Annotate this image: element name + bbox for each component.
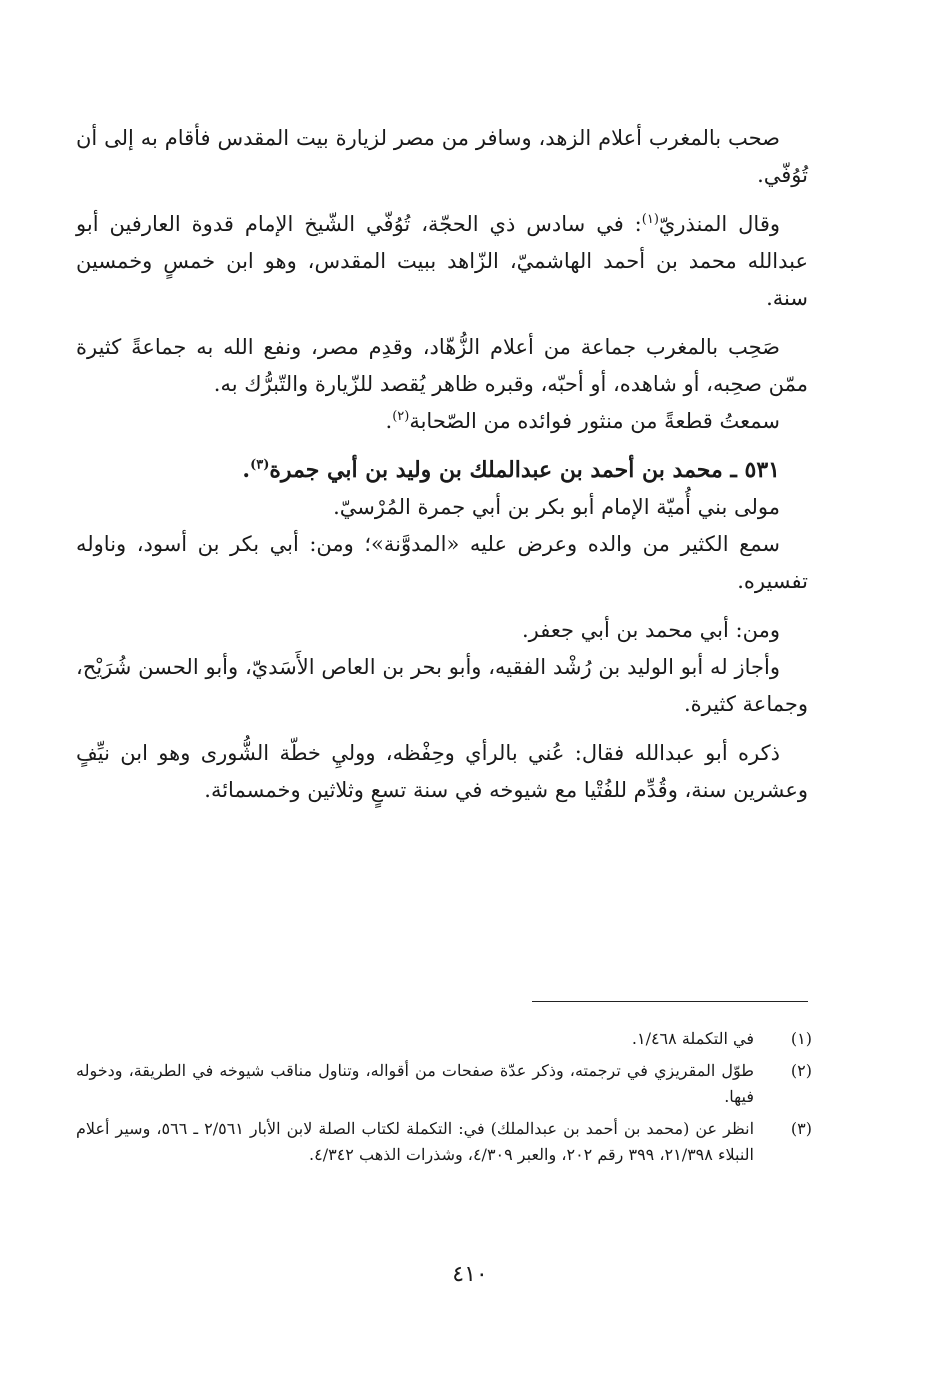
footnote-text: طوّل المقريزي في ترجمته، وذكر عدّة صفحات من أقواله، وتناول مناقب شيوخه في الطريقة، ودخوله فيها. <box>76 1061 754 1106</box>
footnote-number: (١) <box>790 1029 812 1048</box>
footnote-ref-2: (٢) <box>392 409 410 424</box>
entry-heading-end: . <box>242 457 251 483</box>
footnote-3 <box>76 1116 812 1168</box>
paragraph-3: صَحِب بالمغرب جماعة من أعلام الزُّهّاد، وقدِم مصر، ونفع الله به جماعةً كثيرة ممّن صحِبه، أو شاهده، أو أحبّه، وقبره ظاهر يُقصد للزّيارة والتّبرُّك به. <box>76 335 808 396</box>
footnote-ref-3: (٣) <box>250 457 270 473</box>
paragraph-9: ذكره أبو عبدالله فقال: عُني بالرأي وحِفْظه، ووليِ خطّة الشُّورى وهو ابن نيِّفٍ وعشرين سنة، وقُدِّم للفُتْيا مع شيوخه في سنة تسعٍ وثلاثين وخمسمائة. <box>76 741 808 802</box>
paragraph-1: صحب بالمغرب أعلام الزهد، وسافر من مصر لزيارة بيت المقدس فأقام به إلى أن تُوُفّي. <box>76 126 808 187</box>
paragraph-5: مولى بني أُميّة الإمام أبو بكر بن أبي جمرة المُرْسيّ. <box>333 495 780 519</box>
paragraph-2-rest: : في سادس ذي الحجّة، تُوُفّي الشّيخ الإمام قدوة العارفين أبو عبدالله محمد بن أحمد الهاشميّ، الزّاهد ببيت المقدس، وهو ابن خمسٍ وخمسين سنة. <box>76 212 808 310</box>
paragraph-4 <box>76 403 808 440</box>
footnote-2 <box>76 1058 812 1110</box>
footnote-number: (٢) <box>790 1061 812 1080</box>
paragraph-2-start: وقال المنذريّ <box>658 212 780 236</box>
footnote-number: (٣) <box>790 1119 812 1138</box>
paragraph-7: ومن: أبي محمد بن أبي جعفر. <box>522 618 780 642</box>
paragraph-4-end: . <box>385 409 393 433</box>
paragraph-6: سمع الكثير من والده وعرض عليه «المدوَّنة»؛ ومن: أبي بكر بن أسود، وناوله تفسيره. <box>76 532 808 593</box>
paragraph-2 <box>76 206 808 317</box>
footnotes <box>76 1026 812 1174</box>
footnote-text: في التكملة ١/٤٦٨. <box>631 1029 754 1048</box>
entry-heading-text: ٥٣١ ـ محمد بن أحمد بن عبدالملك بن وليد بن أبي جمرة <box>269 457 780 483</box>
footnote-separator <box>532 1001 808 1002</box>
footnote-text: انظر عن (محمد بن أحمد بن عبدالملك) في: التكملة لكتاب الصلة لابن الأبار ٢/٥٦١ ـ ٥٦٦، وسير أعلام النبلاء ٢١/٣٩٨، ٣٩٩ رقم ٢٠٢، والعبر ٤/٣٠٩، وشذرات الذهب ٤/٣٤٢. <box>76 1119 755 1164</box>
paragraph-8: وأجاز له أبو الوليد بن رُشْد الفقيه، وأبو بحر بن العاص الأَسَديّ، وأبو الحسن شُرَيْح، وجماعة كثيرة. <box>76 655 808 716</box>
page-number: ٤١٠ <box>452 1262 488 1287</box>
entry-heading <box>76 452 808 489</box>
paragraph-4-start: سمعتُ قطعةً من منثور فوائده من الصّحابة <box>409 409 780 433</box>
footnote-ref-1: (١) <box>641 212 659 227</box>
footnote-1 <box>76 1026 812 1052</box>
main-text <box>76 120 808 809</box>
